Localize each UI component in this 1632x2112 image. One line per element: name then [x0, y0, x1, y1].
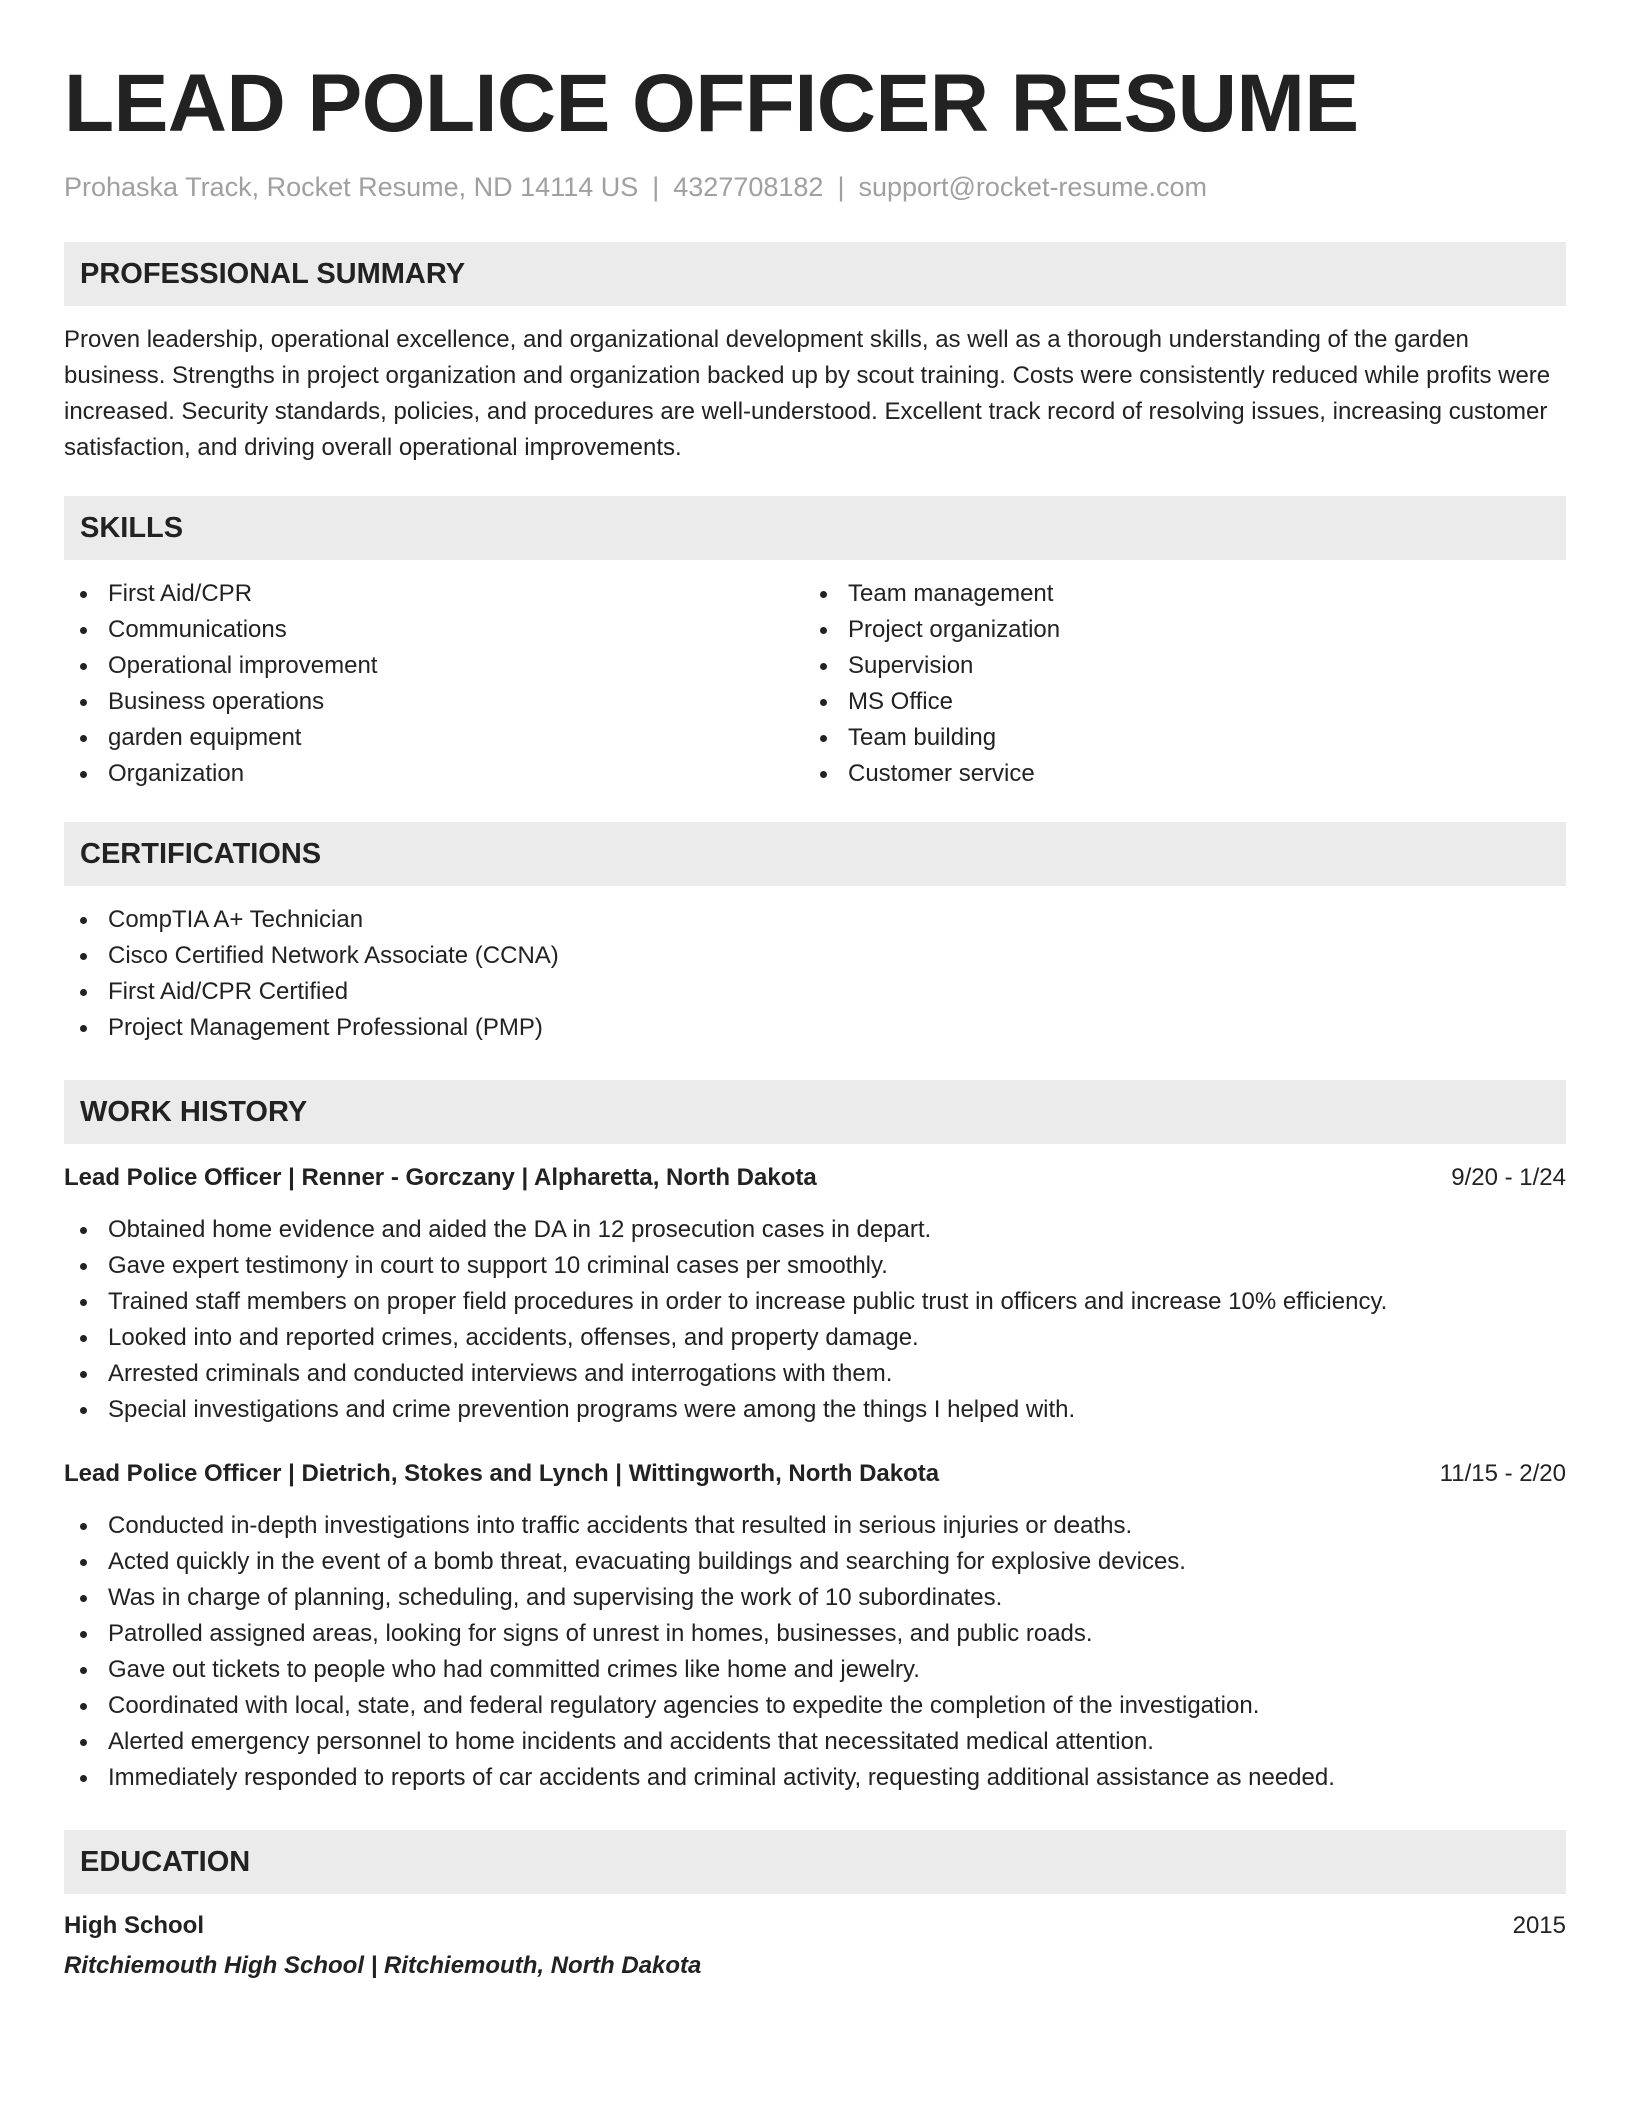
section-header-certifications: CERTIFICATIONS — [64, 822, 1566, 886]
job-bullet: Patrolled assigned areas, looking for signs of unrest in homes, businesses, and public roads. — [64, 1616, 1566, 1652]
education-school: Ritchiemouth High School | Ritchiemouth, North Dakota — [64, 1952, 702, 1979]
job-bullet: Gave out tickets to people who had committed crimes like home and jewelry. — [64, 1652, 1566, 1688]
section-header-education: EDUCATION — [64, 1830, 1566, 1894]
job-bullet: Coordinated with local, state, and federal regulatory agencies to expedite the completion of the investigation. — [64, 1688, 1566, 1724]
certifications-list — [64, 902, 1566, 1046]
education-header — [64, 1908, 1566, 1944]
job-entry — [64, 1160, 1566, 1428]
resume-page — [64, 56, 1566, 1984]
job-title: Lead Police Officer | Renner - Gorczany | Alpharetta, North Dakota — [64, 1164, 817, 1191]
job-dates: 11/15 - 2/20 — [1439, 1460, 1566, 1487]
job-bullet: Immediately responded to reports of car accidents and criminal activity, requesting additional assistance as needed. — [64, 1760, 1566, 1796]
job-bullet: Was in charge of planning, scheduling, and supervising the work of 10 subordinates. — [64, 1580, 1566, 1616]
skill-item: MS Office — [804, 684, 1544, 720]
job-bullet: Gave expert testimony in court to support 10 criminal cases per smoothly. — [64, 1248, 1566, 1284]
education-entry — [64, 1908, 1566, 1984]
contact-line — [64, 170, 1566, 204]
job-title: Lead Police Officer | Dietrich, Stokes and Lynch | Wittingworth, North Dakota — [64, 1460, 940, 1487]
job-bullet: Alerted emergency personnel to home incidents and accidents that necessitated medical attention. — [64, 1724, 1566, 1760]
skill-item: Team management — [804, 576, 1544, 612]
skills-grid — [64, 576, 1566, 792]
job-bullets — [64, 1212, 1566, 1428]
section-header-work-history: WORK HISTORY — [64, 1080, 1566, 1144]
resume-title: LEAD POLICE OFFICER RESUME — [64, 58, 1359, 149]
contact-email: support@rocket-resume.com — [858, 172, 1207, 202]
contact-separator: | — [837, 172, 845, 202]
job-bullet: Arrested criminals and conducted interviews and interrogations with them. — [64, 1356, 1566, 1392]
section-header-skills: SKILLS — [64, 496, 1566, 560]
contact-separator: | — [652, 172, 660, 202]
job-dates: 9/20 - 1/24 — [1451, 1164, 1566, 1191]
job-bullet: Looked into and reported crimes, accidents, offenses, and property damage. — [64, 1320, 1566, 1356]
skill-item: Supervision — [804, 648, 1544, 684]
skills-column-left — [64, 576, 804, 792]
certification-item: Project Management Professional (PMP) — [64, 1010, 1566, 1046]
job-entry — [64, 1456, 1566, 1796]
skills-column-right — [804, 576, 1544, 792]
section-header-summary: PROFESSIONAL SUMMARY — [64, 242, 1566, 306]
certification-item: CompTIA A+ Technician — [64, 902, 1566, 938]
skill-item: Operational improvement — [64, 648, 804, 684]
certification-item: First Aid/CPR Certified — [64, 974, 1566, 1010]
job-header — [64, 1160, 1566, 1196]
job-bullet: Obtained home evidence and aided the DA in 12 prosecution cases in depart. — [64, 1212, 1566, 1248]
skill-item: Team building — [804, 720, 1544, 756]
skill-item: Project organization — [804, 612, 1544, 648]
skill-item: Business operations — [64, 684, 804, 720]
skill-item: First Aid/CPR — [64, 576, 804, 612]
certification-item: Cisco Certified Network Associate (CCNA) — [64, 938, 1566, 974]
job-bullet: Special investigations and crime prevention programs were among the things I helped with. — [64, 1392, 1566, 1428]
contact-address: Prohaska Track, Rocket Resume, ND 14114 US — [64, 172, 639, 202]
skill-item: garden equipment — [64, 720, 804, 756]
job-bullet: Conducted in-depth investigations into traffic accidents that resulted in serious injuries or deaths. — [64, 1508, 1566, 1544]
contact-phone: 4327708182 — [673, 172, 824, 202]
skill-item: Communications — [64, 612, 804, 648]
skill-item: Customer service — [804, 756, 1544, 792]
education-year: 2015 — [1512, 1912, 1566, 1939]
skill-item: Organization — [64, 756, 804, 792]
job-bullets — [64, 1508, 1566, 1796]
job-bullet: Trained staff members on proper field procedures in order to increase public trust in officers and increase 10% efficiency. — [64, 1284, 1566, 1320]
summary-paragraph: Proven leadership, operational excellence, and organizational development skills, as well as a thorough understanding of the garden business. Strengths in project organization and organization backed up by scout training. Costs were consistently reduced while profits were increased. Security standards, policies, and procedures are well-understood. Excellent track record of resolving issues, increasing customer satisfaction, and driving overall operational improvements. — [64, 326, 1551, 461]
education-degree: High School — [64, 1912, 204, 1939]
job-bullet: Acted quickly in the event of a bomb threat, evacuating buildings and searching for explosive devices. — [64, 1544, 1566, 1580]
job-header — [64, 1456, 1566, 1492]
